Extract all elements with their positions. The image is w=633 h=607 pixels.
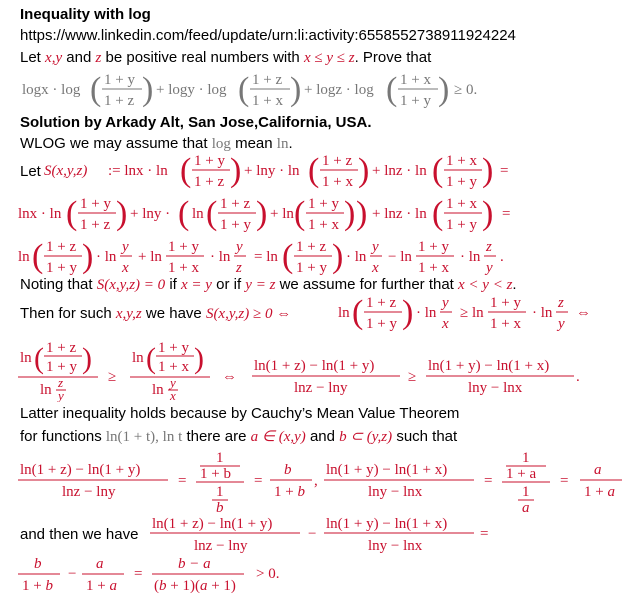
svg-text:1: 1 <box>522 484 530 500</box>
svg-text:y: y <box>486 260 493 276</box>
svg-text:(b + 1)(a + 1): (b + 1)(a + 1) <box>154 578 236 594</box>
svg-text:1 + x: 1 + x <box>400 72 431 88</box>
svg-text:ln(1 + z) − ln(1 + y): ln(1 + z) − ln(1 + y) <box>254 358 375 374</box>
mean-value-fractions <box>18 448 628 514</box>
and-then-label: and then we have <box>20 526 139 543</box>
svg-text:· ln: · ln <box>96 249 117 265</box>
latter-line: Latter inequality holds because by Cauchy’s Mean Value Theorem <box>20 405 460 422</box>
svg-text:1 + y: 1 + y <box>308 196 339 212</box>
svg-text:): ) <box>116 195 128 232</box>
svg-text:ln(1 + y) − ln(1 + x): ln(1 + y) − ln(1 + x) <box>428 358 550 374</box>
svg-text:(: ( <box>386 71 398 108</box>
solution-heading: Solution by Arkady Alt, San Jose,California, USA. <box>20 114 372 131</box>
wlog-line: WLOG we may assume that log mean ln. <box>20 135 293 152</box>
svg-text:1 + y: 1 + y <box>366 316 397 332</box>
page-title: Inequality with log <box>20 6 151 23</box>
svg-text:⇔: ⇔ <box>222 369 237 385</box>
svg-text:ln: ln <box>132 350 144 366</box>
svg-text:y: y <box>122 239 129 255</box>
svg-text:1 + z: 1 + z <box>194 174 225 190</box>
source-url: https://www.linkedin.com/feed/update/urn:li:activity:6558552738911924224 <box>20 27 516 44</box>
svg-text:x: x <box>372 260 379 276</box>
svg-text:ln: ln <box>20 350 32 366</box>
svg-text:=: = <box>178 473 187 489</box>
svg-text:ln(1 + y) − ln(1 + x): ln(1 + y) − ln(1 + x) <box>326 516 448 532</box>
svg-text:x: x <box>122 260 129 276</box>
svg-text:): ) <box>482 152 494 189</box>
let-label: Let <box>20 163 41 180</box>
svg-text:ln: ln <box>192 206 204 222</box>
svg-text:· ln: · ln <box>532 305 553 321</box>
then-line: Then for such x,y,z we have S(x,y,z) ≥ 0 ⇔ <box>20 305 292 322</box>
fraction-inequality <box>18 336 618 402</box>
svg-text:1 + x: 1 + x <box>308 217 339 233</box>
svg-text:y: y <box>236 239 243 255</box>
svg-text:,: , <box>314 473 318 489</box>
svg-text:=: = <box>560 473 569 489</box>
svg-text:1 + y: 1 + y <box>80 196 111 212</box>
svg-text:(: ( <box>34 342 44 375</box>
svg-text:· ln: · ln <box>460 249 481 265</box>
svg-text:): ) <box>482 195 494 232</box>
svg-text:(: ( <box>432 152 444 189</box>
svg-text:1 + x: 1 + x <box>490 316 521 332</box>
svg-text:logx · log: logx · log <box>22 82 81 98</box>
svg-text:.: . <box>576 369 580 385</box>
svg-text::= lnx · ln: := lnx · ln <box>108 163 168 179</box>
svg-text:ln(1 + z) − ln(1 + y): ln(1 + z) − ln(1 + y) <box>152 516 273 532</box>
svg-text:1 + y: 1 + y <box>490 295 521 311</box>
svg-text:=: = <box>134 566 143 582</box>
svg-text:(: ( <box>90 71 102 108</box>
svg-text:b: b <box>284 462 292 478</box>
s-definition-line1 <box>44 150 534 194</box>
svg-text:x: x <box>170 388 176 402</box>
svg-text:z: z <box>486 239 492 255</box>
svg-text:): ) <box>402 294 414 331</box>
svg-text:(: ( <box>294 195 306 232</box>
svg-text:= ln: = ln <box>254 249 278 265</box>
svg-text:lnz − lny: lnz − lny <box>62 484 116 500</box>
svg-text:1 + z: 1 + z <box>46 340 77 356</box>
svg-text:+ lny · ln: + lny · ln <box>244 163 300 179</box>
s-definition-line2 <box>18 193 538 237</box>
svg-text:1: 1 <box>216 450 224 466</box>
svg-text:1 + y: 1 + y <box>418 239 449 255</box>
svg-text:lnx · ln: lnx · ln <box>18 206 62 222</box>
svg-text:1 + x: 1 + x <box>446 153 477 169</box>
svg-text:lnz − lny: lnz − lny <box>194 538 248 554</box>
svg-text:· ln: · ln <box>416 305 437 321</box>
svg-text:(: ( <box>432 195 444 232</box>
svg-text:b: b <box>216 500 224 514</box>
svg-text:(: ( <box>308 152 320 189</box>
svg-text:x: x <box>442 316 449 332</box>
svg-text:⇔: ⇔ <box>576 305 591 321</box>
svg-text:b: b <box>34 556 42 572</box>
svg-text:ln: ln <box>152 382 164 398</box>
svg-text:1 + y: 1 + y <box>446 174 477 190</box>
svg-text:1 + z: 1 + z <box>46 239 77 255</box>
svg-text:(: ( <box>178 195 190 232</box>
svg-text:(: ( <box>146 342 156 375</box>
svg-text:z: z <box>558 295 564 311</box>
svg-text:1 + y: 1 + y <box>46 260 77 276</box>
svg-text:1 + y: 1 + y <box>46 359 77 375</box>
svg-text:−: − <box>308 526 317 542</box>
svg-text:+ lnz · ln: + lnz · ln <box>372 206 427 222</box>
svg-text:lny − lnx: lny − lnx <box>368 538 423 554</box>
svg-text:y: y <box>442 295 449 311</box>
svg-text:1 + z: 1 + z <box>104 93 135 109</box>
svg-text:): ) <box>290 71 302 108</box>
svg-text:(: ( <box>32 238 44 275</box>
svg-text:+ logy · log: + logy · log <box>156 82 227 98</box>
svg-text:1 + y: 1 + y <box>296 260 327 276</box>
svg-text:1 + b: 1 + b <box>22 578 53 594</box>
svg-text:y: y <box>58 388 64 402</box>
svg-text:1 + z: 1 + z <box>322 153 353 169</box>
svg-text:=: = <box>484 473 493 489</box>
svg-text:): ) <box>230 152 242 189</box>
svg-text:≥: ≥ <box>108 369 117 385</box>
svg-text:1 + b: 1 + b <box>274 484 305 500</box>
svg-text:+ logz · log: + logz · log <box>304 82 374 98</box>
svg-text:): ) <box>82 342 92 375</box>
svg-text:(: ( <box>180 152 192 189</box>
svg-text:): ) <box>332 238 344 275</box>
svg-text:1 + x: 1 + x <box>252 93 283 109</box>
svg-text:lnz − lny: lnz − lny <box>294 380 348 396</box>
problem-statement: Let x,y and z be positive real numbers with x ≤ y ≤ z. Prove that <box>20 49 432 66</box>
svg-text:1 + a: 1 + a <box>506 466 537 482</box>
svg-text:z: z <box>58 375 64 390</box>
svg-text:1 + z: 1 + z <box>296 239 327 255</box>
svg-text:1 + a: 1 + a <box>584 484 615 500</box>
svg-text:1 + y: 1 + y <box>158 340 189 356</box>
svg-text:): ) <box>358 152 370 189</box>
svg-text:y: y <box>170 375 176 390</box>
svg-text:a: a <box>522 500 530 514</box>
svg-text:1 + y: 1 + y <box>194 153 225 169</box>
svg-text:=: = <box>480 526 489 542</box>
svg-text:=: = <box>502 206 511 222</box>
svg-text:1 + x: 1 + x <box>446 196 477 212</box>
then-formula <box>338 292 628 336</box>
svg-text:): ) <box>438 71 450 108</box>
svg-text:1 + z: 1 + z <box>252 72 283 88</box>
svg-text:1 + z: 1 + z <box>80 217 111 233</box>
final-result: > 0. <box>256 566 280 582</box>
svg-text:b − a: b − a <box>178 556 211 572</box>
svg-text:(: ( <box>206 195 218 232</box>
svg-text:lny − lnx: lny − lnx <box>468 380 523 396</box>
svg-text:): ) <box>194 342 204 375</box>
svg-text:=: = <box>254 473 263 489</box>
svg-text:1 + b: 1 + b <box>200 466 231 482</box>
svg-text:a: a <box>594 462 602 478</box>
svg-text:1: 1 <box>522 450 530 466</box>
svg-text:+ ln: + ln <box>270 206 294 222</box>
svg-text:1 + x: 1 + x <box>168 260 199 276</box>
svg-text:· ln: · ln <box>210 249 231 265</box>
svg-text:ln: ln <box>40 382 52 398</box>
svg-text:): ) <box>256 195 268 232</box>
svg-text:≥ ln: ≥ ln <box>460 305 484 321</box>
svg-text:· ln: · ln <box>346 249 367 265</box>
svg-text:+ lny ·: + lny · <box>130 206 171 222</box>
svg-text:ln(1 + z) − ln(1 + y): ln(1 + z) − ln(1 + y) <box>20 462 141 478</box>
svg-text:1 + y: 1 + y <box>104 72 135 88</box>
svg-text:y: y <box>558 316 565 332</box>
svg-text:.: . <box>500 249 504 265</box>
svg-text:z: z <box>236 260 242 276</box>
and-then-formula <box>150 512 490 554</box>
svg-text:=: = <box>500 163 509 179</box>
svg-text:1 + x: 1 + x <box>158 359 189 375</box>
s-definition-line3 <box>18 236 558 280</box>
svg-text:(: ( <box>66 195 78 232</box>
svg-text:1 + a: 1 + a <box>86 578 117 594</box>
svg-text:1 + y: 1 + y <box>400 93 431 109</box>
svg-text:1 + z: 1 + z <box>220 196 251 212</box>
for-functions-line: for functions ln(1 + t), ln t there are a ∈ (x,y) and b ⊂ (y,z) such that <box>20 428 458 445</box>
problem-formula <box>18 70 498 112</box>
svg-text:(: ( <box>238 71 250 108</box>
svg-text:1: 1 <box>216 484 224 500</box>
noting-line: Noting that S(x,y,z) = 0 if x = y or if y = z we assume for further that x < y < z. <box>20 276 517 293</box>
svg-text:a: a <box>96 556 104 572</box>
svg-text:1 + y: 1 + y <box>168 239 199 255</box>
svg-text:1 + x: 1 + x <box>418 260 449 276</box>
svg-text:lny − lnx: lny − lnx <box>368 484 423 500</box>
svg-text:): ) <box>82 238 94 275</box>
svg-text:1 + z: 1 + z <box>366 295 397 311</box>
svg-text:− ln: − ln <box>388 249 412 265</box>
svg-text:(: ( <box>282 238 294 275</box>
svg-text:+ ln: + ln <box>138 249 162 265</box>
svg-text:ln(1 + y) − ln(1 + x): ln(1 + y) − ln(1 + x) <box>326 462 448 478</box>
svg-text:ln: ln <box>338 305 350 321</box>
svg-text:1 + x: 1 + x <box>322 174 353 190</box>
svg-text:y: y <box>372 239 379 255</box>
svg-text:ln: ln <box>18 249 30 265</box>
svg-text:S(x,y,z): S(x,y,z) <box>44 163 88 179</box>
svg-text:≥: ≥ <box>408 369 417 385</box>
svg-text:+ lnz · ln: + lnz · ln <box>372 163 427 179</box>
svg-text:): ) <box>356 195 368 232</box>
svg-text:≥ 0.: ≥ 0. <box>454 82 478 98</box>
svg-text:): ) <box>344 195 356 232</box>
svg-text:1 + y: 1 + y <box>220 217 251 233</box>
svg-text:1 + y: 1 + y <box>446 217 477 233</box>
svg-text:−: − <box>68 566 77 582</box>
svg-text:): ) <box>142 71 154 108</box>
svg-text:(: ( <box>352 294 364 331</box>
